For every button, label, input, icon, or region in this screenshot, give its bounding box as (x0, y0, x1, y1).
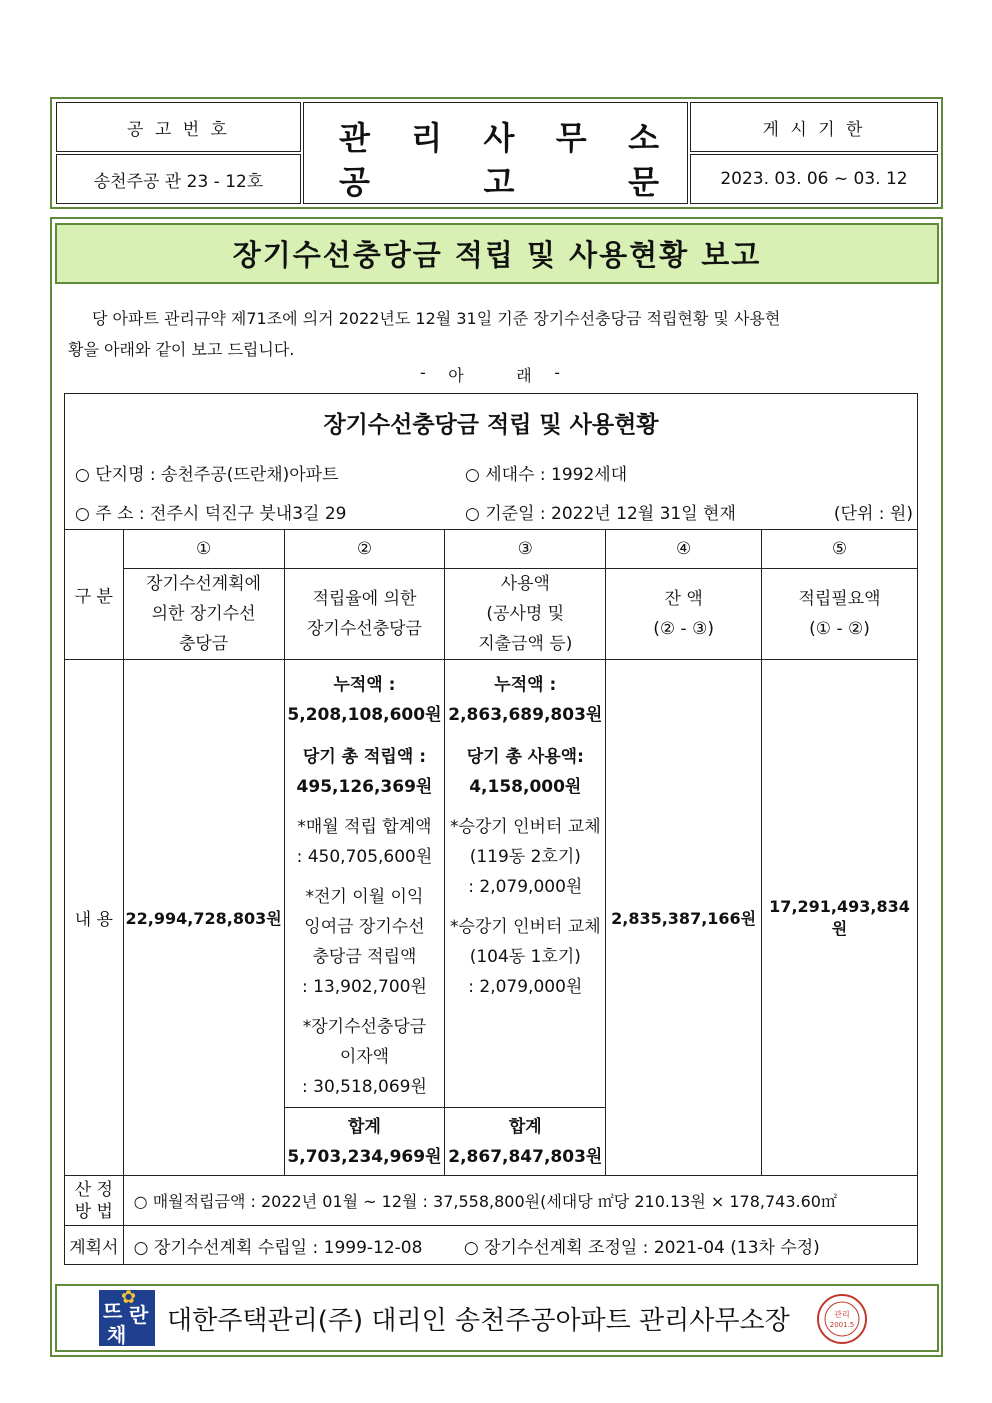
col-header-2: 적립율에 의한 장기수선충당금 (284, 569, 445, 660)
notice-title-line1: 관 리 사 무 소 (339, 119, 659, 157)
footer-text: 대한주택관리(주) 대리인 송천주공아파트 관리사무소장 (167, 1306, 790, 1336)
col3-total: 합계 2,867,847,803원 (445, 1108, 606, 1176)
col1-value: 22,994,728,803원 (123, 660, 284, 1176)
plan-adjusted: ○ 장기수선계획 조정일 : 2021-04 (13차 수정) (463, 1237, 820, 1258)
households: ○ 세대수 : 1992세대 (465, 465, 628, 485)
logo-leaf-icon: ✿ (121, 1287, 137, 1308)
notice-number: 송천주공 관 23 - 12호 (56, 154, 301, 204)
complex-name: ○ 단지명 : 송천주공(뜨란채)아파트 (75, 465, 339, 485)
col-number-1: ① (123, 530, 284, 569)
report-title: 장기수선충당금 적립 및 사용현황 (323, 411, 659, 438)
col-header-3: 사용액 (공사명 및 지출금액 등) (445, 569, 606, 660)
unit-label: (단위 : 원) (833, 504, 913, 524)
col-number-4: ④ (606, 530, 762, 569)
main-title: 장기수선충당금 적립 및 사용현황 보고 (55, 223, 939, 284)
col-number-5: ⑤ (762, 530, 918, 569)
col4-value: 2,835,387,166원 (606, 660, 762, 1176)
plan-established: ○ 장기수선계획 수립일 : 1999-12-08 (133, 1237, 423, 1258)
footer-box (55, 1284, 939, 1352)
notice-title-cell (303, 102, 688, 204)
col-header-1: 장기수선계획에 의한 장기수선 충당금 (123, 569, 284, 660)
report-table (64, 529, 918, 1265)
below-mark: - 아 래 - (420, 363, 560, 385)
ttranchae-logo: ✿ 뜨 란 채 (99, 1290, 155, 1346)
notice-title-line2: 공 고 문 (339, 163, 659, 201)
col2-content: 누적액 : 5,208,108,600원 당기 총 적립액 : 495,126,369원 *매월 적립 합계액 : 450,705,600원 *전기 이월 이익 잉여금 장기수선 충당금 적립액 : 13,902,700원 *장기수선충당금 이자액 : 30,518,069원 (284, 660, 445, 1108)
office-seal-icon (815, 1292, 869, 1346)
address: ○ 주 소 : 전주시 덕진구 붓내3길 29 (75, 504, 347, 524)
intro-line-1: 당 아파트 관리규약 제71조에 의거 2022년도 12월 31일 기준 장기수선충당금 적립현황 및 사용현 (92, 309, 781, 328)
notice-number-label: 공 고 번 호 (56, 102, 301, 152)
report-box (64, 393, 918, 1265)
svg-text:관리: 관리 (834, 1310, 850, 1319)
col-number-3: ③ (445, 530, 606, 569)
row-header-label: 구 분 (65, 530, 124, 660)
posting-period: 2023. 03. 06 ~ 03. 12 (690, 154, 938, 204)
col-header-4: 잔 액 (② - ③) (606, 569, 762, 660)
base-date: ○ 기준일 : 2022년 12월 31일 현재 (465, 504, 736, 524)
content-label: 내 용 (65, 660, 124, 1176)
intro-text (68, 303, 918, 365)
calc-label: 산 정 방 법 (65, 1176, 124, 1226)
col2-total: 합계 5,703,234,969원 (284, 1108, 445, 1176)
plan-text (123, 1226, 917, 1265)
svg-text:2001.5: 2001.5 (829, 1321, 855, 1329)
col-header-5: 적립필요액 (① - ②) (762, 569, 918, 660)
intro-line-2: 황을 아래와 같이 보고 드립니다. (68, 340, 295, 359)
plan-label: 계획서 (65, 1226, 124, 1265)
calc-text: ○ 매월적립금액 : 2022년 01월 ~ 12월 : 37,558,800원(세대당 ㎡당 210.13원 × 178,743.60㎡ (123, 1176, 917, 1226)
col3-content: 누적액 : 2,863,689,803원 당기 총 사용액: 4,158,000원 *승강기 인버터 교체 (119동 2호기) : 2,079,000원 *승강기 인버터 교체 (104동 1호기) : 2,079,000원 (445, 660, 606, 1108)
col-number-2: ② (284, 530, 445, 569)
col5-value: 17,291,493,834원 (762, 660, 918, 1176)
posting-period-label: 게 시 기 한 (690, 102, 938, 152)
